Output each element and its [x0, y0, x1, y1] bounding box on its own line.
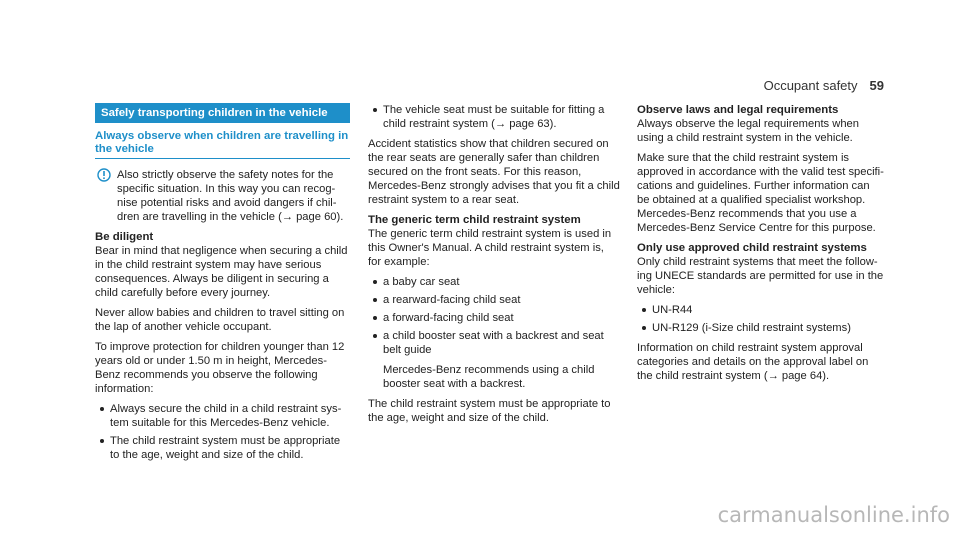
- column-right: [637, 103, 885, 389]
- watermark: carmanualsonline.info: [717, 503, 950, 527]
- heading-laws: Observe laws and legal requirements: [637, 104, 839, 116]
- paragraph: Always observe the legal requirements when using a child restraint system in the vehicle.: [637, 118, 860, 144]
- paragraph: The generic term child restraint system is used in this Owner's Manual. A child restraint system is, for example:: [368, 228, 612, 268]
- bullet-list: [368, 103, 620, 131]
- note-block: [95, 168, 350, 224]
- list-item: a child booster seat with a backrest and seat belt guide: [368, 329, 620, 357]
- paragraph: Only child restraint systems that meet the following UNECE standards are permitted for use in the vehicle:: [637, 256, 884, 296]
- page-header: [764, 78, 884, 93]
- paragraph: To improve protection for children younger than 12 years old or under 1.50 m in height, Mercedes-Benz recommends you observe the following information:: [95, 341, 345, 395]
- list-item: The child restraint system must be appropriate to the age, weight and size of the child.: [95, 434, 350, 462]
- column-middle: [368, 103, 620, 431]
- list-item: UN-R129 (i-Size child restraint systems): [637, 321, 885, 335]
- list-item: Always secure the child in a child restraint system suitable for this Mercedes-Benz vehicle.: [95, 402, 350, 430]
- paragraph: Information on child restraint system approval categories and details on the approval label on the child restraint system (→ page 64).: [637, 342, 869, 382]
- list-item: a baby car seat: [368, 275, 620, 289]
- list-item: The vehicle seat must be suitable for fitting a child restraint system (→ page 63).: [368, 103, 620, 131]
- paragraph: Never allow babies and children to travel sitting on the lap of another vehicle occupant.: [95, 307, 345, 333]
- sub-heading: Always observe when children are travelling in the vehicle: [95, 130, 350, 159]
- bullet-list: [368, 275, 620, 357]
- note-icon: [97, 168, 111, 182]
- list-item: UN-R44: [637, 303, 885, 317]
- heading-generic-term: The generic term child restraint system: [368, 214, 581, 226]
- paragraph: Make sure that the child restraint system is approved in accordance with the valid test specifications and guidelines. Further information can be obtained at a qualified specialist workshop. Mercedes-Benz recommends that you use a Mercedes-Benz Service Centre for this purpose.: [637, 152, 884, 234]
- paragraph: The child restraint system must be appropriate to the age, weight and size of the child.: [368, 398, 611, 424]
- paragraph: Accident statistics show that children secured on the rear seats are generally safer than children secured on the front seats. For this reason, Mercedes-Benz strongly advises that you fit a child restraint system to a rear seat.: [368, 138, 620, 206]
- column-left: [95, 103, 350, 468]
- heading-approved-systems: Only use approved child restraint systems: [637, 242, 867, 254]
- list-item: a rearward-facing child seat: [368, 293, 620, 307]
- page-number: 59: [869, 78, 884, 93]
- list-item: a forward-facing child seat: [368, 311, 620, 325]
- bullet-list: [95, 402, 350, 462]
- section-title: Occupant safety: [763, 78, 858, 93]
- paragraph: Bear in mind that negligence when securing a child in the child restraint system may have serious consequences. Always be diligent in securing a child carefully before every journey.: [95, 245, 348, 299]
- note-text: Also strictly observe the safety notes for the specific situation. In this way you can recognise potential risks and avoid dangers if children are travelling in the vehicle (→ page 60).: [117, 169, 344, 223]
- indented-paragraph: Mercedes-Benz recommends using a child booster seat with a backrest.: [383, 364, 595, 390]
- bullet-list: [637, 303, 885, 335]
- heading-be-diligent: Be diligent: [95, 231, 154, 243]
- section-banner: Safely transporting children in the vehicle: [95, 103, 350, 123]
